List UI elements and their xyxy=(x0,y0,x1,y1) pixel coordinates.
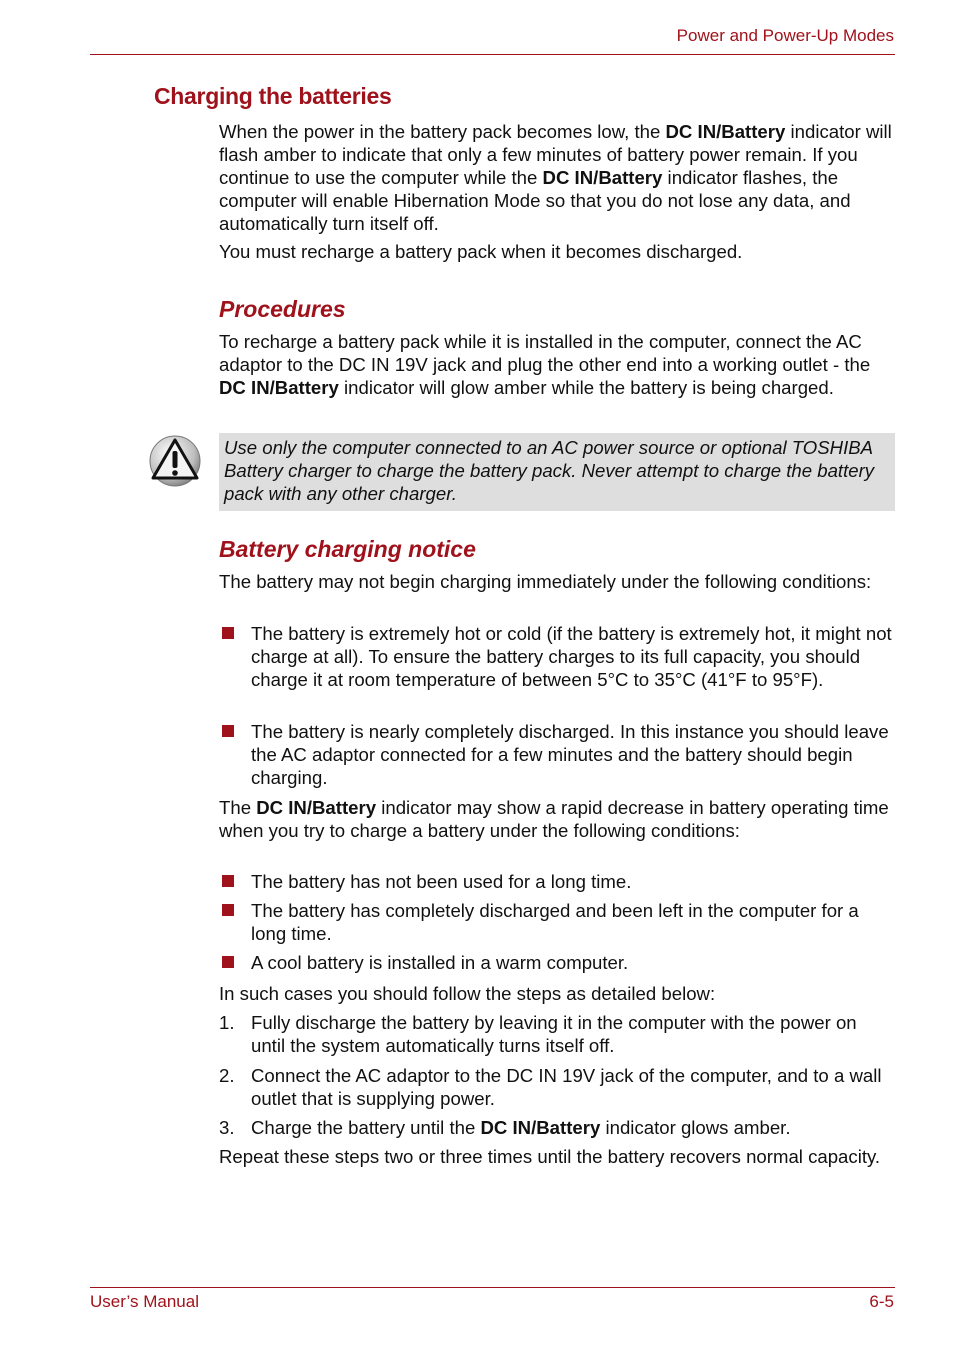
caution-triangle-icon xyxy=(148,434,202,488)
notice-heading: Battery charging notice xyxy=(219,536,476,562)
footer-manual-title: User’s Manual xyxy=(90,1292,199,1311)
header-rule xyxy=(90,54,895,55)
bullet-square-icon xyxy=(222,725,234,737)
bullet-square-icon xyxy=(222,904,234,916)
running-header: Power and Power-Up Modes xyxy=(676,26,894,45)
notice-intro: The battery may not begin charging immediately under the following conditions: xyxy=(219,571,872,592)
bullet-square-icon xyxy=(222,956,234,968)
bullet-square-icon xyxy=(222,875,234,887)
indicator-paragraph: The DC IN/Battery indicator may show a rapid decrease in battery operating time when you try to charge a battery under the following conditions: xyxy=(219,797,889,841)
bullet-square-icon xyxy=(222,627,234,639)
intro-paragraph: When the power in the battery pack becomes low, the DC IN/Battery indicator will flash amber to indicate that only a few minutes of battery power remain. If you continue to use the computer while the DC IN/Battery indicator flashes, the computer will enable Hibernation Mode so that you do not lose any data, and automatically turn itself off. xyxy=(219,121,892,234)
caution-text: Use only the computer connected to an AC power source or optional TOSHIBA Battery charger to charge the battery pack. Never attempt to charge the battery pack with any other charger. xyxy=(224,437,875,504)
steps-intro: In such cases you should follow the steps as detailed below: xyxy=(219,983,716,1004)
page-number: 6-5 xyxy=(869,1292,894,1311)
section-heading: Charging the batteries xyxy=(154,83,392,109)
recharge-note: You must recharge a battery pack when it becomes discharged. xyxy=(219,241,743,262)
closing-paragraph: Repeat these steps two or three times until the battery recovers normal capacity. xyxy=(219,1146,881,1167)
procedures-heading: Procedures xyxy=(219,296,346,322)
procedures-paragraph: To recharge a battery pack while it is installed in the computer, connect the AC adaptor to the DC IN 19V jack and plug the other end into a working outlet - the DC IN/Battery indicator will glow amber while the battery is being charged. xyxy=(219,331,871,398)
footer-rule xyxy=(90,1287,895,1288)
